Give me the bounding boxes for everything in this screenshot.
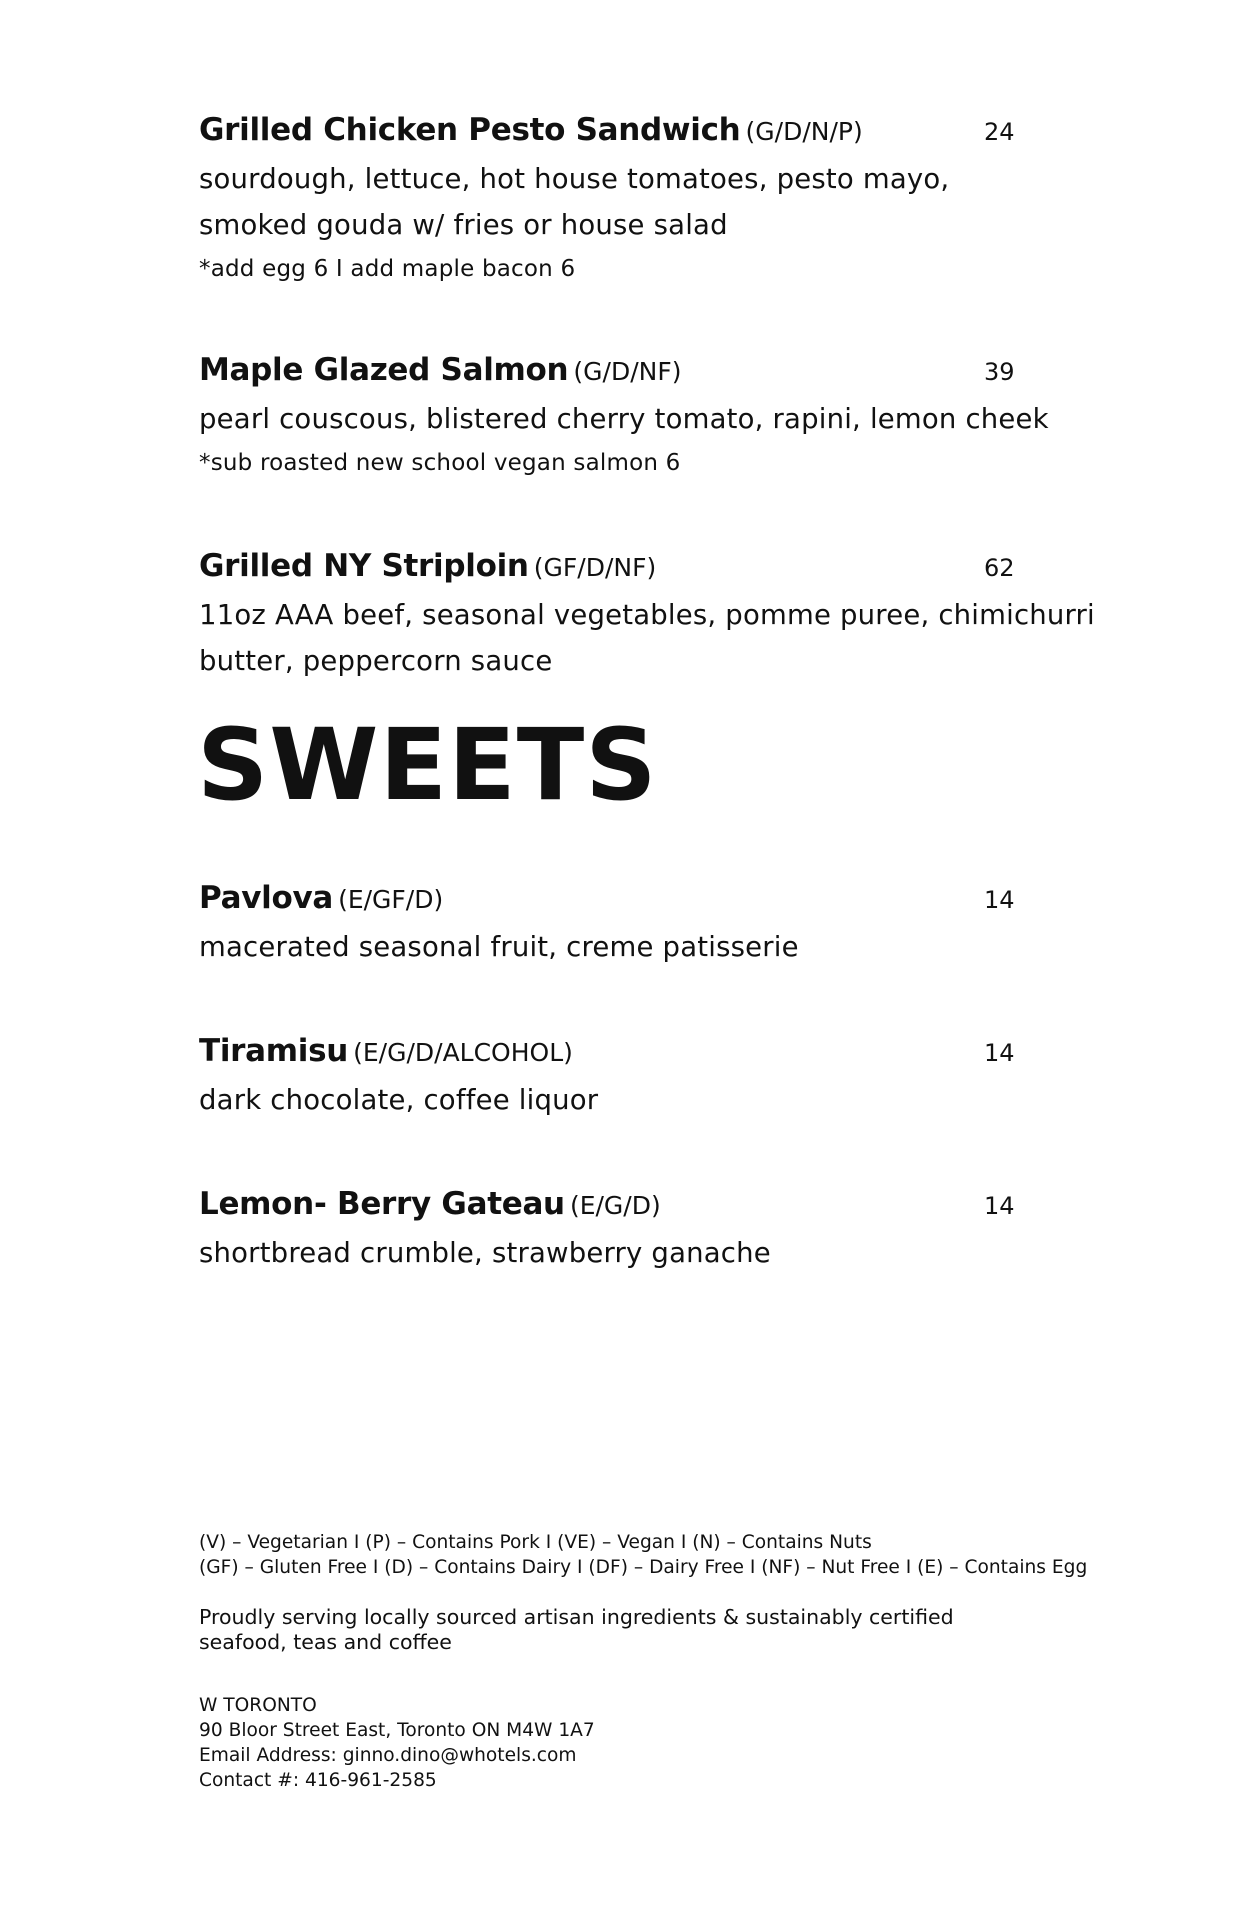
item-price: 14 [984, 1192, 1015, 1220]
item-description: shortbread crumble, strawberry ganache [199, 1237, 771, 1269]
item-description-line: butter, peppercorn sauce [199, 645, 553, 677]
menu-item-maple-glazed-salmon [199, 352, 1079, 484]
item-description-line: sourdough, lettuce, hot house tomatoes, pesto mayo, [199, 163, 950, 195]
menu-item-ny-striploin [199, 548, 1095, 684]
item-header [199, 1186, 1079, 1222]
item-tags: (E/G/D/ALCOHOL) [353, 1038, 573, 1067]
item-header [199, 112, 1079, 148]
item-description [199, 396, 1079, 442]
item-name: Tiramisu [199, 1033, 349, 1069]
item-name: Grilled NY Striploin [199, 548, 529, 584]
item-description-line: smoked gouda w/ fries or house salad [199, 209, 728, 241]
item-price: 24 [984, 118, 1015, 146]
allergen-legend [199, 1530, 1087, 1580]
section-title-sweets: SWEETS [197, 708, 658, 823]
venue-name: W TORONTO [199, 1695, 317, 1716]
legend-line: (GF) – Gluten Free I (D) – Contains Dairy I (DF) – Dairy Free I (NF) – Nut Free I (E) – Contains Egg [199, 1557, 1088, 1578]
item-description: macerated seasonal fruit, creme patisserie [199, 931, 799, 963]
sourcing-line: Proudly serving locally sourced artisan ingredients & sustainably certified [199, 1605, 954, 1629]
contact-phone: Contact #: 416-961-2585 [199, 1770, 437, 1791]
item-name: Grilled Chicken Pesto Sandwich [199, 112, 741, 148]
item-description: dark chocolate, coffee liquor [199, 1084, 599, 1116]
menu-item-chicken-pesto-sandwich [199, 112, 1079, 290]
item-header [199, 1033, 1079, 1069]
item-header [199, 880, 1079, 916]
item-tags: (G/D/N/P) [745, 117, 863, 146]
item-name: Pavlova [199, 880, 333, 916]
email-address: Email Address: ginno.dino@whotels.com [199, 1745, 577, 1766]
item-description-line: 11oz AAA beef, seasonal vegetables, pomme puree, chimichurri [199, 599, 1095, 631]
menu-item-pavlova [199, 880, 1079, 970]
item-description-line: pearl couscous, blistered cherry tomato, rapini, lemon cheek [199, 403, 1049, 435]
item-price: 14 [984, 1039, 1015, 1067]
item-description [199, 592, 1095, 684]
item-note: *sub roasted new school vegan salmon 6 [199, 450, 681, 476]
sourcing-statement [199, 1605, 954, 1655]
item-tags: (G/D/NF) [573, 357, 682, 386]
item-tags: (GF/D/NF) [533, 553, 657, 582]
venue-address [199, 1693, 595, 1793]
street-address: 90 Bloor Street East, Toronto ON M4W 1A7 [199, 1720, 595, 1741]
menu-item-lemon-berry-gateau [199, 1186, 1079, 1276]
item-note: *add egg 6 I add maple bacon 6 [199, 256, 576, 282]
legend-line: (V) – Vegetarian I (P) – Contains Pork I (VE) – Vegan I (N) – Contains Nuts [199, 1532, 872, 1553]
item-header [199, 352, 1079, 388]
item-tags: (E/GF/D) [338, 885, 444, 914]
item-name: Lemon- Berry Gateau [199, 1186, 565, 1222]
menu-item-tiramisu [199, 1033, 1079, 1123]
item-price: 39 [984, 358, 1015, 386]
item-tags: (E/G/D) [569, 1191, 661, 1220]
item-price: 14 [984, 886, 1015, 914]
item-price: 62 [984, 554, 1015, 582]
item-header [199, 548, 1079, 584]
sourcing-line: seafood, teas and coffee [199, 1630, 452, 1654]
item-description [199, 156, 1079, 248]
item-name: Maple Glazed Salmon [199, 352, 569, 388]
